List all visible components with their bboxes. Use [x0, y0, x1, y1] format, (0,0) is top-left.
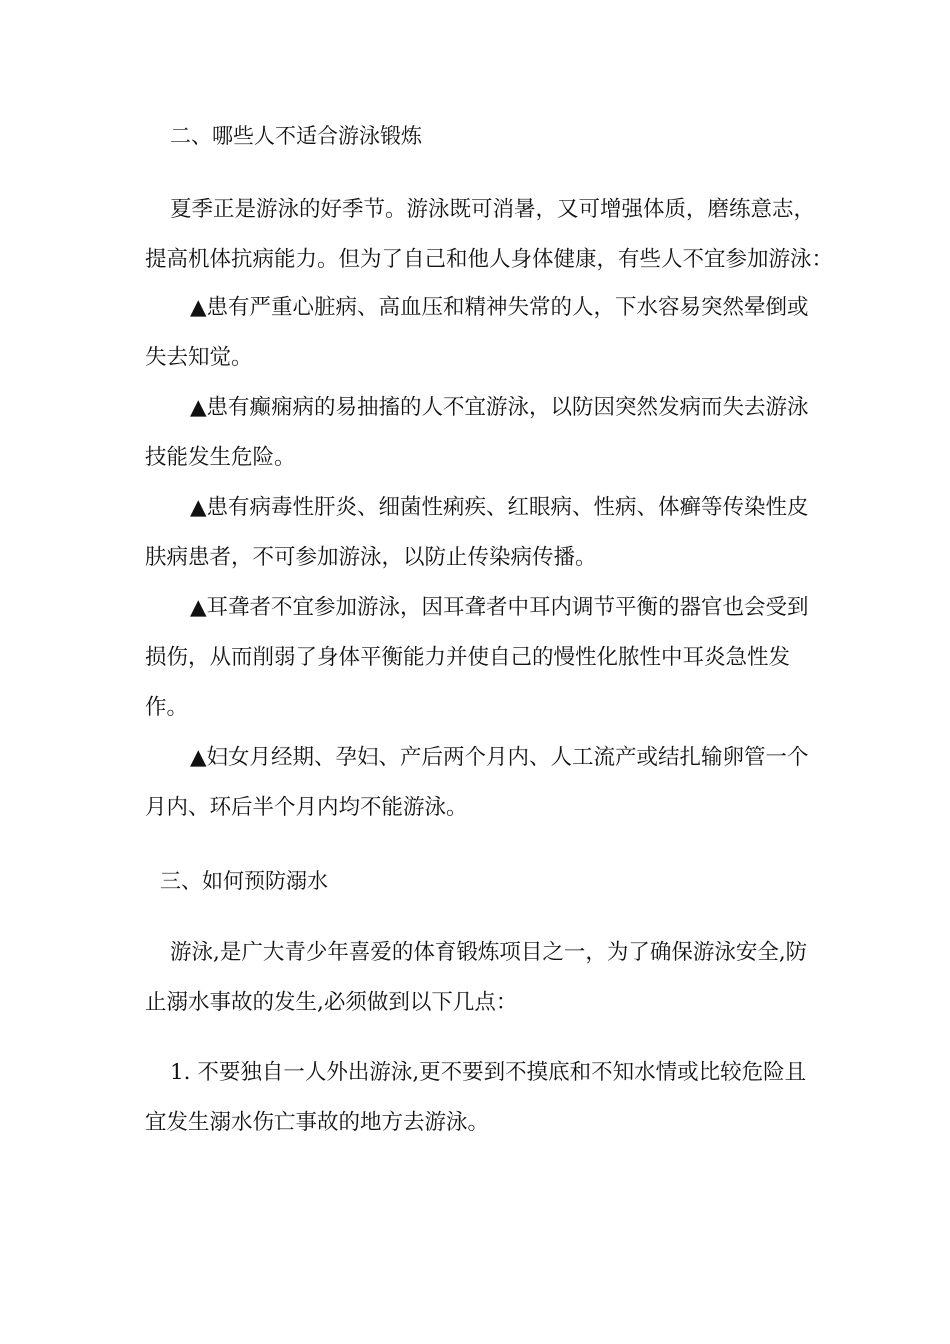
intro-line: 止溺水事故的发生,必须做到以下几点： — [145, 990, 518, 1015]
list-item-line: 失去知觉。 — [145, 345, 253, 370]
list-item-line: 损伤，从而削弱了身体平衡能力并使自己的慢性化脓性中耳炎急性发 — [145, 645, 791, 670]
list-item — [145, 383, 825, 483]
list-item — [145, 733, 825, 833]
list-item-line: 肤病患者，不可参加游泳，以防止传染病传播。 — [145, 545, 597, 570]
list-item — [145, 583, 825, 733]
list-item-line: ▲妇女月经期、孕妇、产后两个月内、人工流产或结扎输卵管一个 — [190, 745, 809, 770]
list-item-line: 技能发生危险。 — [145, 445, 296, 470]
list-item-line: ▲患有病毒性肝炎、细菌性痢疾、红眼病、性病、体癣等传染性皮 — [190, 495, 809, 520]
list-item — [145, 1048, 825, 1148]
list-item-line: 月内、环后半个月内均不能游泳。 — [145, 795, 468, 820]
list-item-line: ▲患有癫痫病的易抽搐的人不宜游泳，以防因突然发病而失去游泳 — [190, 395, 809, 420]
list-item — [145, 483, 825, 583]
section-3-heading: 三、如何预防溺水 — [160, 869, 328, 893]
intro-line: 提高机体抗病能力。但为了自己和他人身体健康，有些人不宜参加游泳： — [145, 247, 834, 272]
intro-line: 夏季正是游泳的好季节。游泳既可消暑，又可增强体质，磨练意志， — [170, 197, 816, 222]
list-item-line: ▲耳聋者不宜参加游泳，因耳聋者中耳内调节平衡的器官也会受到 — [190, 595, 809, 620]
list-item-line: 宜发生溺水伤亡事故的地方去游泳。 — [145, 1110, 490, 1135]
list-item-line: 作。 — [145, 695, 189, 720]
section-2-heading: 二、哪些人不适合游泳锻炼 — [170, 124, 422, 148]
intro-line: 游泳,是广大青少年喜爱的体育锻炼项目之一，为了确保游泳安全,防 — [170, 940, 808, 965]
list-item — [145, 283, 825, 383]
list-item-line: 1. 不要独自一人外出游泳,更不要到不摸底和不知水情或比较危险且 — [170, 1060, 807, 1085]
list-item-line: ▲患有严重心脏病、高血压和精神失常的人，下水容易突然晕倒或 — [190, 295, 809, 320]
section-2-intro — [145, 185, 834, 285]
section-3-intro — [145, 928, 825, 1028]
